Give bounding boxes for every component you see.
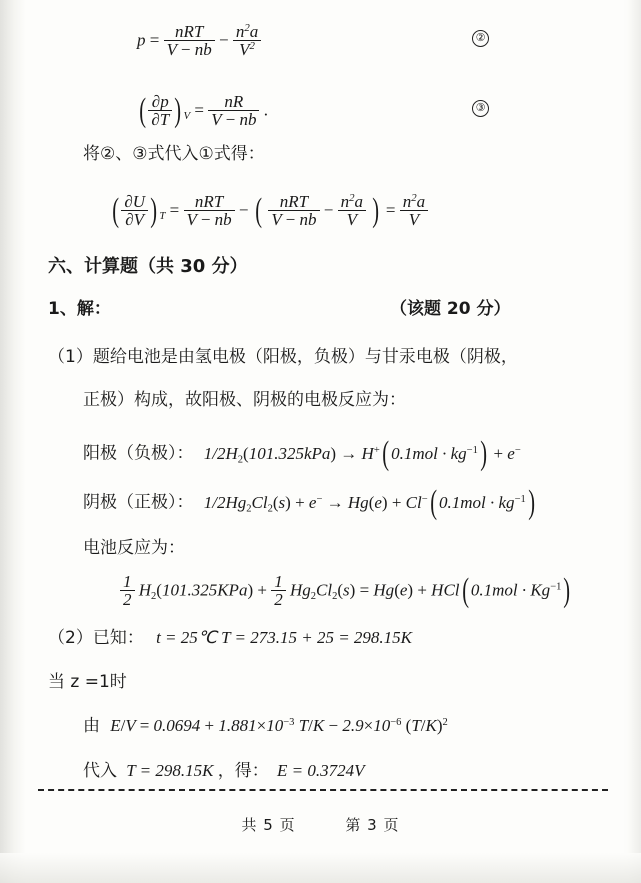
cathode-label: 阴极（正极）： bbox=[83, 492, 194, 513]
item-1-label: 1、解： bbox=[48, 299, 111, 319]
paragraph-2-label: （2）已知： bbox=[48, 628, 144, 648]
result-line bbox=[83, 762, 364, 780]
when-z-line bbox=[48, 673, 127, 691]
paragraph-1-line-2: 正极）构成，故阳极、阴极的电极反应为： bbox=[83, 390, 406, 410]
when-z-text: 当 z =1时 bbox=[48, 672, 127, 692]
footer-current-page: 第 3 页 bbox=[345, 816, 400, 834]
substitute-prefix: 代入 bbox=[83, 761, 117, 781]
cell-reaction-formula: $\frac{1}{2}$ $H_2(101.325KPa)$ + $\frac{1}{2}$ $Hg_2Cl_2(s) = Hg(e) + HCl$( $0.1mol \cdot Kg^{-1}$) bbox=[120, 574, 573, 609]
cathode-reaction: 阴极（正极）： $1/2Hg_2Cl_2(s) + e^- \to Hg(e) + Cl^-$( $0.1mol \cdot kg^{-1}$) bbox=[83, 484, 535, 522]
cell-reaction-label: 电池反应为： bbox=[83, 538, 185, 558]
section-heading: 六、计算题（共 30 分） bbox=[48, 256, 248, 277]
substitute-mid: ，得： bbox=[217, 761, 269, 781]
by-prefix: 由 bbox=[83, 716, 100, 736]
page-footer bbox=[0, 814, 641, 835]
paragraph-2 bbox=[48, 629, 412, 647]
equation-number-2: ② bbox=[472, 30, 489, 47]
formula-eq2: p = $\frac{\text{nRT}}{V - nb}$ − $\frac{n^2a}{V^2}$ bbox=[137, 24, 261, 59]
evolt-formula-line: 由 $E/V = 0.0694 + 1.881\times 10^{-3}$ $T/K - 2.9\times 10^{-6}$ $(T/K)^2$ bbox=[83, 716, 448, 736]
item-1-score: （该题 20 分） bbox=[390, 299, 511, 319]
result-E: E = 0.3724V bbox=[276, 761, 365, 780]
substitute-text: 将②、③式代入①式得： bbox=[83, 144, 265, 164]
substitute-T: T = 298.15K bbox=[126, 761, 214, 780]
anode-reaction: 阳极（负极）： $1/2H_2(101.325kPa) \to H^+$( $0.1mol \cdot kg^{-1}) + e^-$ bbox=[83, 435, 521, 473]
page-divider bbox=[38, 789, 608, 791]
equation-number-3: ③ bbox=[472, 100, 489, 117]
formula-main: ( $\frac{\partial U}{\partial V}$ ) $_T$ = $\frac{\text{nRT}}{V - nb}$ − ( $\frac{\text{nRT}}{V - nb}$ − $\frac{n^2a}{V}$ ) = $\frac{n^2a}{V}$ bbox=[110, 194, 428, 229]
formula-eq3: ( $\frac{\partial p}{\partial T}$ ) $_V$ = $\frac{nR}{V - nb}$ . bbox=[139, 92, 268, 130]
anode-label: 阳极（负极）： bbox=[83, 443, 194, 464]
footer-total-pages: 共 5 页 bbox=[241, 816, 296, 834]
paragraph-1-line-1: （1）题给电池是由氢电极（阳极，负极）与甘汞电极（阴极， bbox=[48, 347, 518, 367]
paragraph-2-math: t = 25℃ T = 273.15 + 25 = 298.15K bbox=[156, 628, 413, 647]
